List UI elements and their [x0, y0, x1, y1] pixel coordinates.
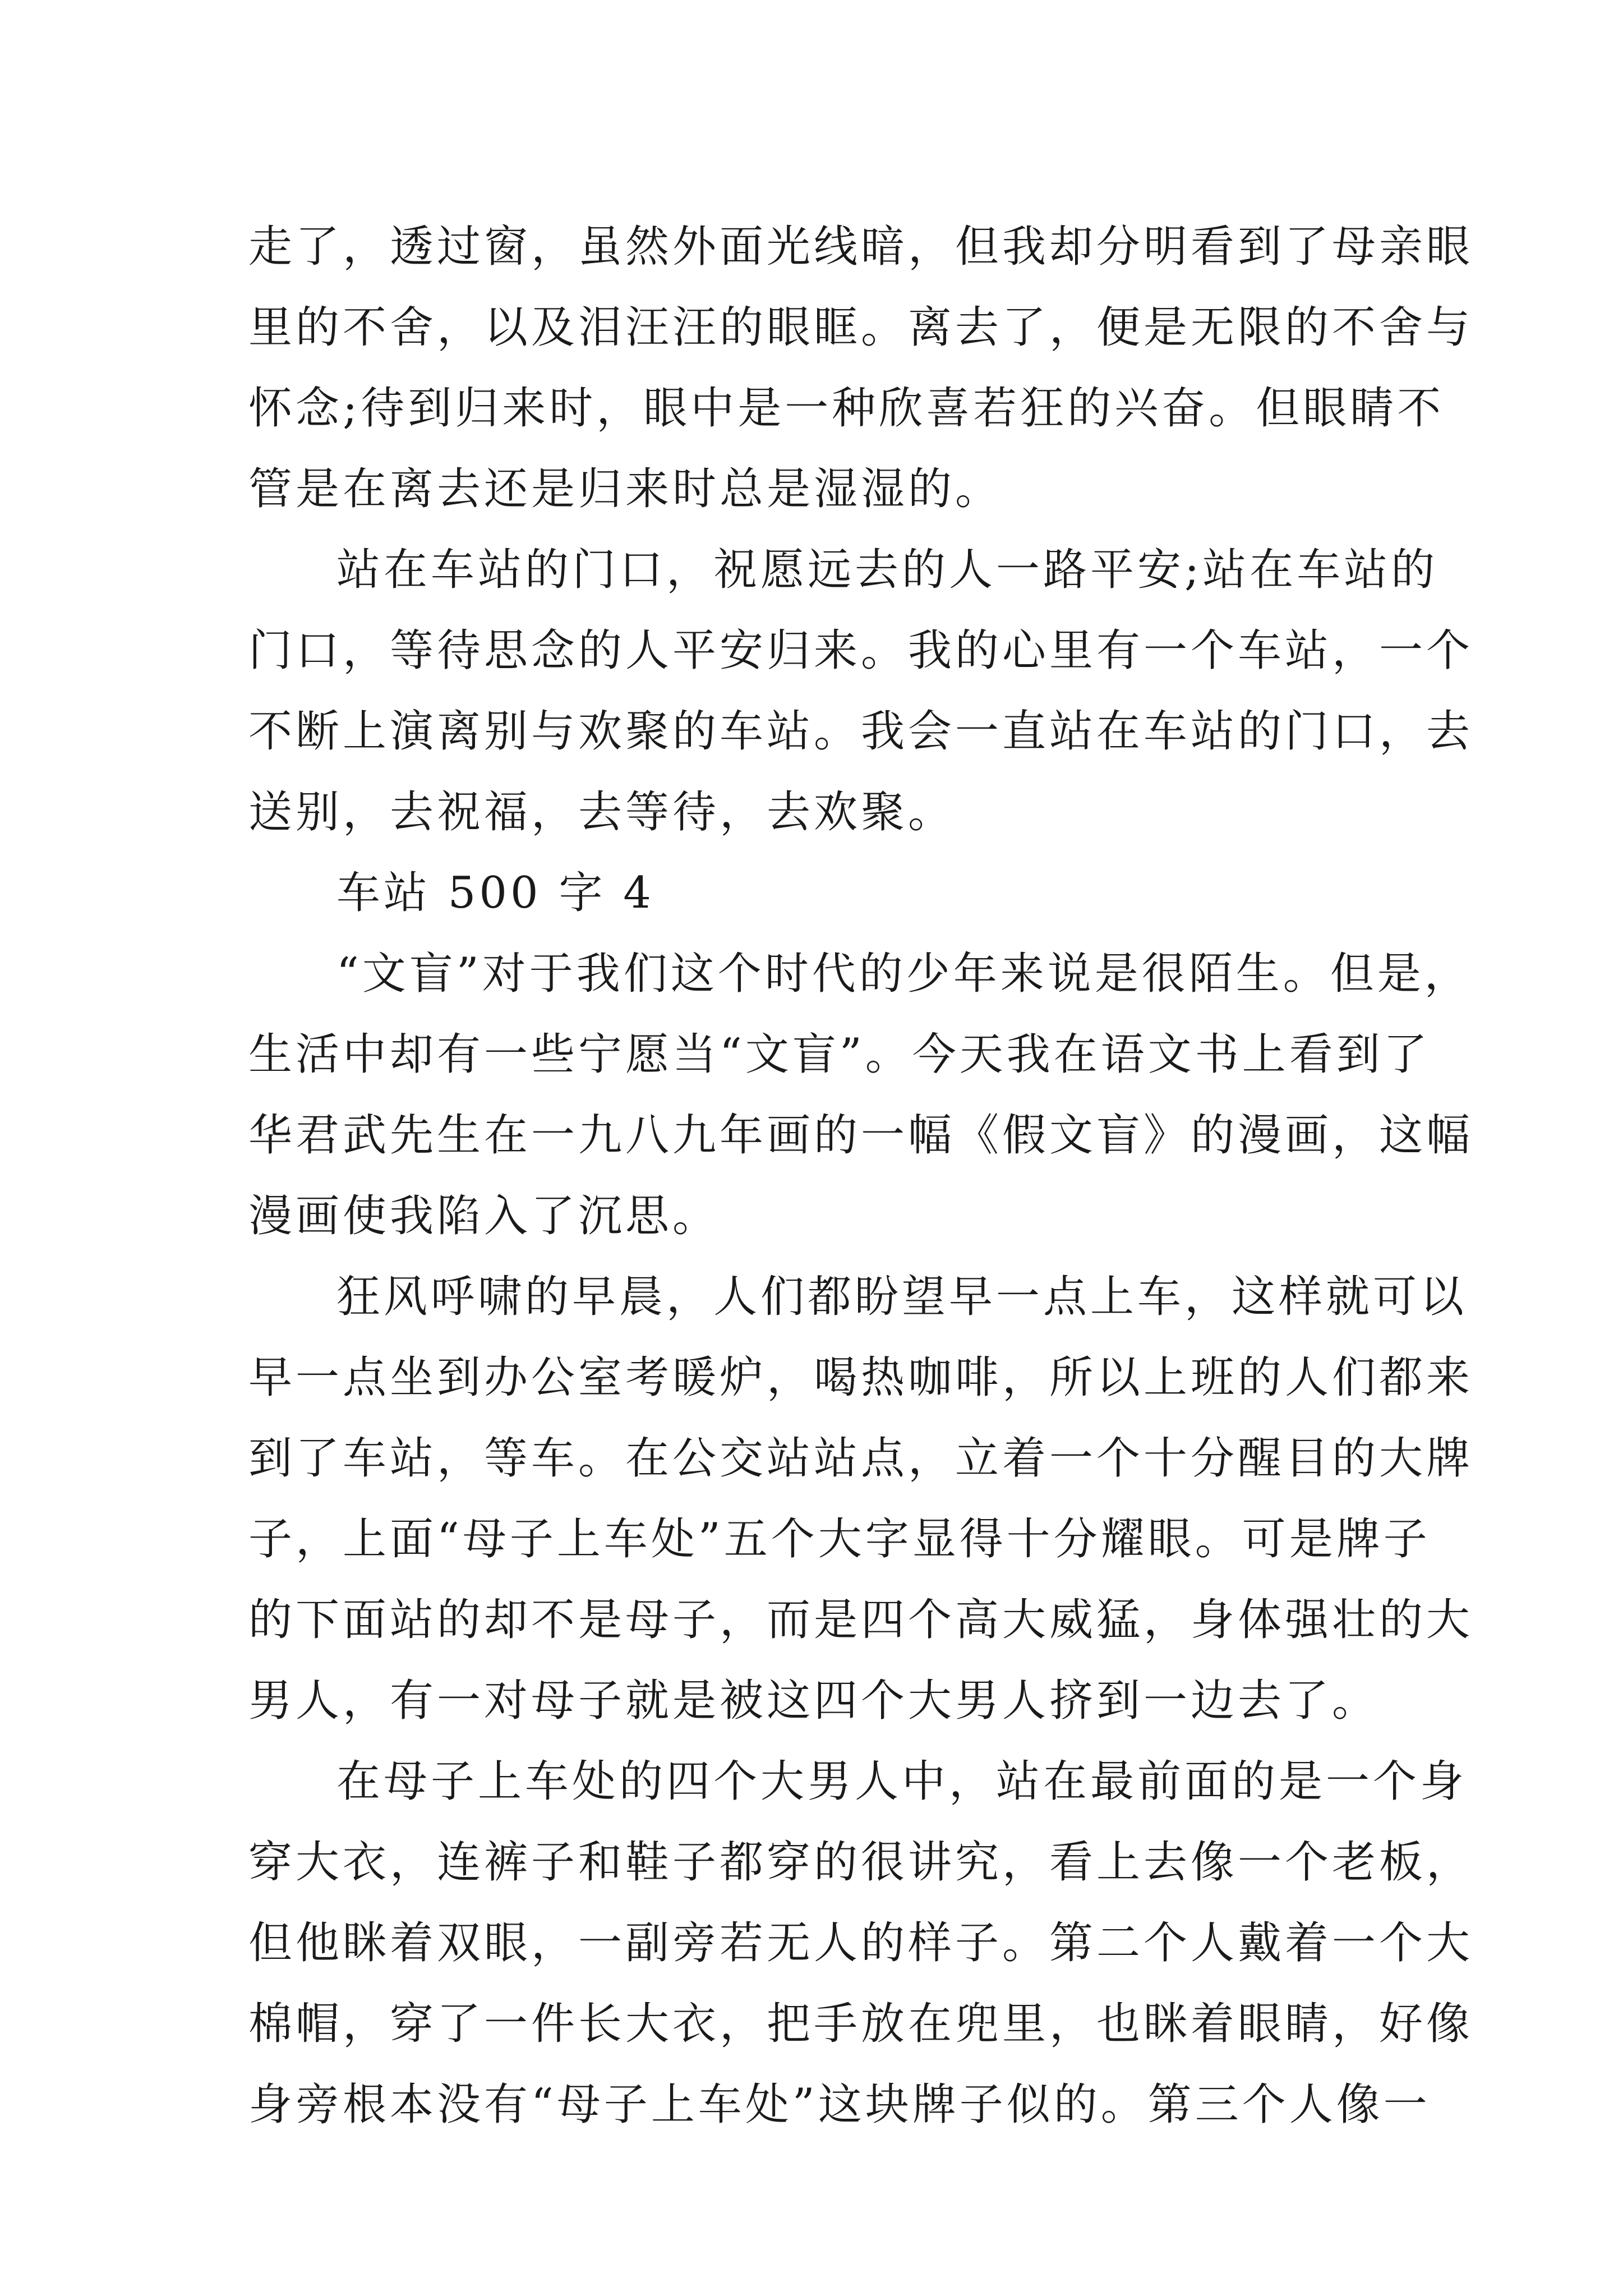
text-line: 送别，去祝福，去等待，去欢聚。	[248, 787, 956, 838]
text-line: 里的不舍，以及泪汪汪的眼眶。离去了，便是无限的不舍与	[248, 302, 1474, 353]
text-line: 的下面站的却不是母子，而是四个高大威猛，身体强壮的大	[248, 1595, 1474, 1645]
text-line: 站在车站的门口，祝愿远去的人一路平安;站在车站的	[336, 545, 1438, 595]
text-line: 穿大衣，连裤子和鞋子都穿的很讲究，看上去像一个老板，	[248, 1837, 1474, 1888]
text-line: 生活中却有一些宁愿当“文盲”。今天我在语文书上看到了	[248, 1029, 1431, 1080]
text-line: 走了，透过窗，虽然外面光线暗，但我却分明看到了母亲眼	[248, 222, 1474, 272]
text-line: 怀念;待到归来时，眼中是一种欣喜若狂的兴奋。但眼睛不	[248, 383, 1445, 434]
text-line: 子，上面“母子上车处”五个大字显得十分耀眼。可是牌子	[248, 1514, 1431, 1565]
text-line: 在母子上车处的四个大男人中，站在最前面的是一个身	[336, 1756, 1468, 1807]
text-line: 身旁根本没有“母子上车处”这块牌子似的。第三个人像一	[248, 2079, 1431, 2130]
text-line: 棉帽，穿了一件长大衣，把手放在兜里，也眯着眼睛，好像	[248, 1999, 1474, 2049]
text-line: 狂风呼啸的早晨，人们都盼望早一点上车，这样就可以	[336, 1272, 1468, 1322]
text-line: 管是在离去还是归来时总是湿湿的。	[248, 464, 1003, 514]
text-line: 但他眯着双眼，一副旁若无人的样子。第二个人戴着一个大	[248, 1918, 1474, 1968]
text-line: 门口，等待思念的人平安归来。我的心里有一个车站，一个	[248, 625, 1474, 676]
text-line: 到了车站，等车。在公交站站点，立着一个十分醒目的大牌	[248, 1433, 1474, 1484]
section-heading: 车站 500 字 4	[336, 868, 654, 918]
text-line: “文盲”对于我们这个时代的少年来说是很陌生。但是，	[336, 949, 1472, 999]
text-line: 男人，有一对母子就是被这四个大男人挤到一边去了。	[248, 1676, 1380, 1726]
text-line: 漫画使我陷入了沉思。	[248, 1191, 720, 1241]
text-line: 华君武先生在一九八九年画的一幅《假文盲》的漫画，这幅	[248, 1110, 1474, 1161]
text-line: 早一点坐到办公室考暖炉，喝热咖啡，所以上班的人们都来	[248, 1352, 1474, 1403]
text-line: 不断上演离别与欢聚的车站。我会一直站在车站的门口，去	[248, 706, 1474, 757]
